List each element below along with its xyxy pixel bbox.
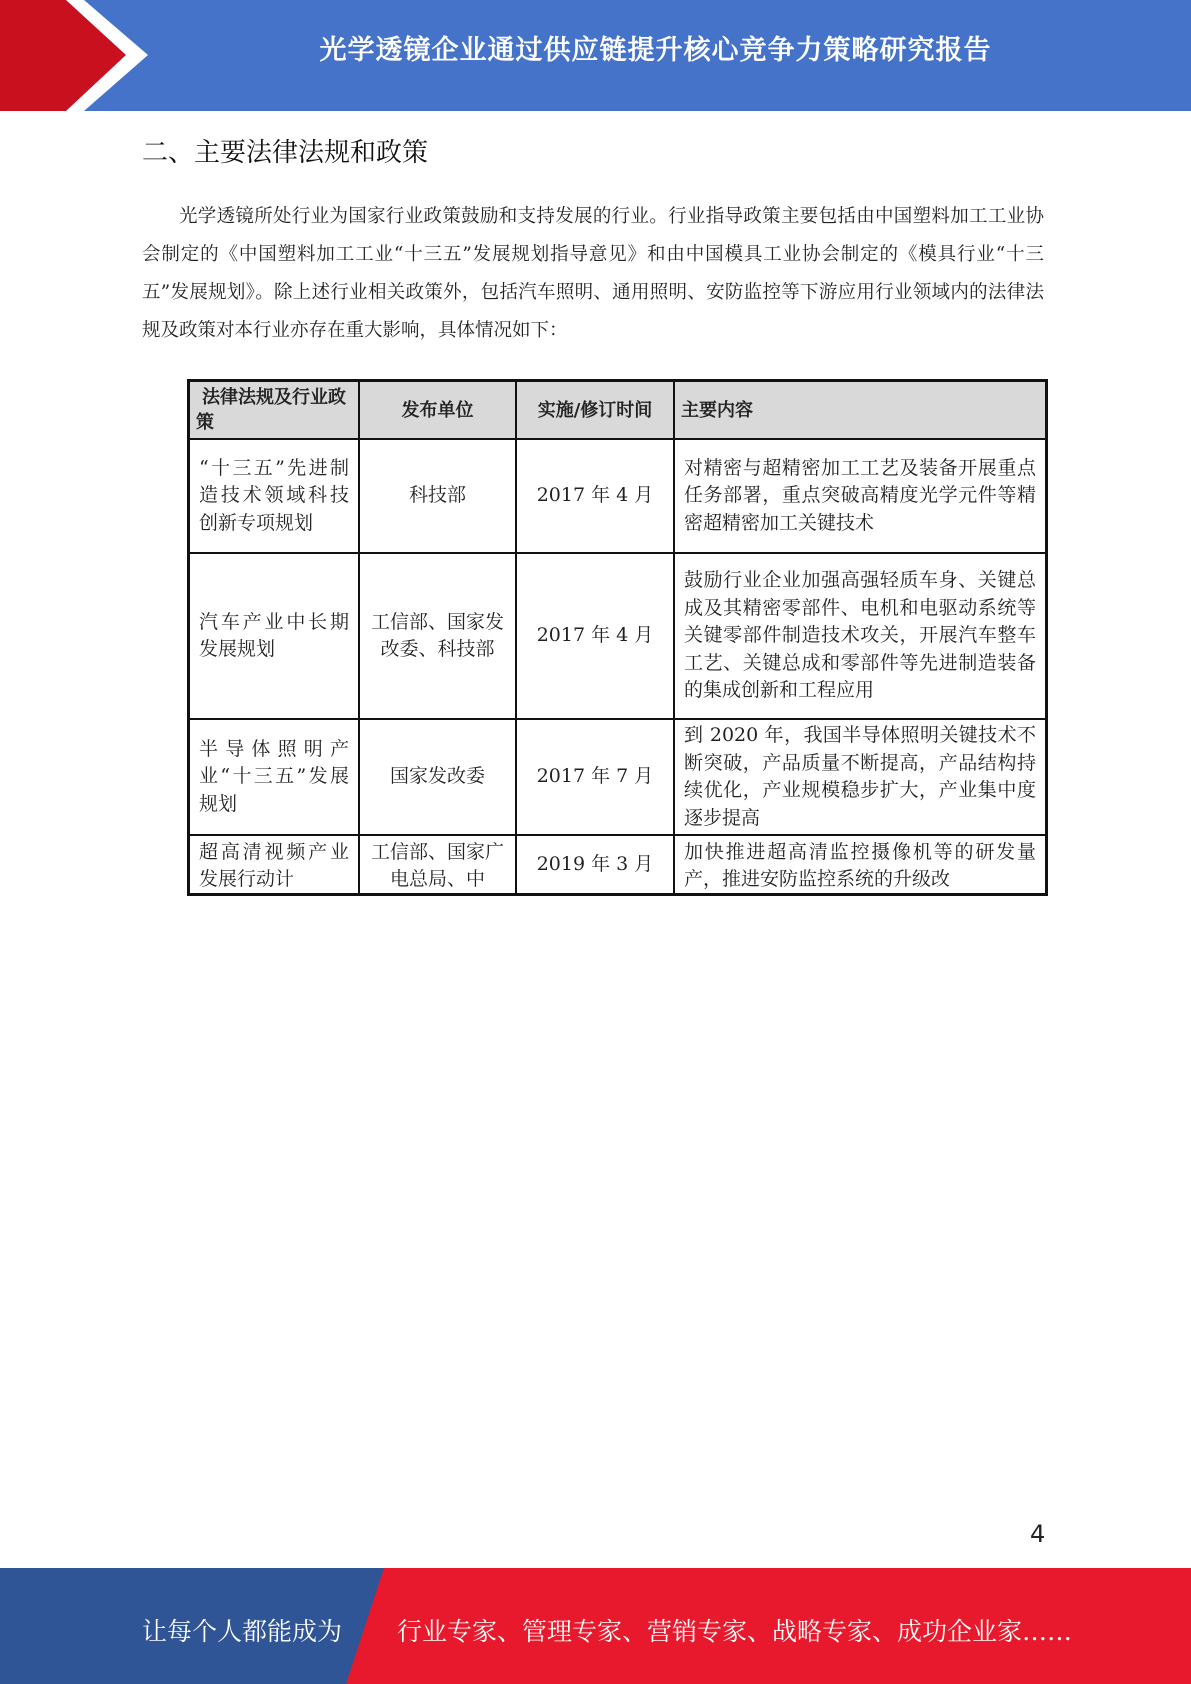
cell-content-text: 加快推进超高清监控摄像机等的研发量产，推进安防监控系统的升级改 bbox=[684, 840, 1036, 890]
policy-table bbox=[187, 379, 1048, 896]
cell-issuer: 工信部、国家发改委、科技部 bbox=[359, 553, 516, 719]
table-row bbox=[189, 439, 1047, 553]
table-header-row bbox=[189, 381, 1047, 440]
cell-date: 2017 年 7 月 bbox=[516, 719, 674, 835]
cell-policy: “十三五”先进制造技术领域科技创新专项规划 bbox=[189, 439, 360, 553]
cell-policy-text: 超高清视频产业发展行动计 bbox=[199, 840, 349, 890]
cell-policy: 汽车产业中长期发展规划 bbox=[189, 553, 360, 719]
table-row bbox=[189, 553, 1047, 719]
header-banner bbox=[0, 0, 1191, 111]
header-policy: 法律法规及行业政策 bbox=[189, 381, 360, 440]
chevron-logo-icon bbox=[0, 0, 160, 111]
footer-banner bbox=[0, 1568, 1191, 1684]
table-row bbox=[189, 719, 1047, 835]
cell-date: 2019 年 3 月 bbox=[516, 835, 674, 895]
footer-slogan-right: 行业专家、管理专家、营销专家、战略专家、成功企业家…… bbox=[397, 1617, 1073, 1646]
intro-paragraph: 光学透镜所处行业为国家行业政策鼓励和支持发展的行业。行业指导政策主要包括由中国塑料加工工业协会制定的《中国塑料加工工业“十三五”发展规划指导意见》和由中国模具工业协会制定的《模具行业“十三五”发展规划》。除上述行业相关政策外，包括汽车照明、通用照明、安防监控等下游应用行业领域内的法律法规及政策对本行业亦存在重大影响，具体情况如下： bbox=[142, 206, 1044, 341]
cell-content: 到 2020 年，我国半导体照明关键技术不断突破，产品质量不断提高，产品结构持续优化，产业规模稳步扩大，产业集中度逐步提高 bbox=[674, 719, 1047, 835]
cell-issuer-text: 工信部、国家广电总局、中 bbox=[370, 840, 504, 890]
cell-issuer bbox=[359, 835, 516, 895]
report-title: 光学透镜企业通过供应链提升核心竞争力策略研究报告 bbox=[319, 35, 992, 66]
footer-slogan-left: 让每个人都能成为 bbox=[142, 1617, 343, 1646]
cell-date: 2017 年 4 月 bbox=[516, 439, 674, 553]
cell-content bbox=[674, 835, 1047, 895]
header-date: 实施/修订时间 bbox=[516, 381, 674, 440]
section-heading: 二、主要法律法规和政策 bbox=[142, 138, 429, 168]
cell-policy: 半导体照明产业“十三五”发展规划 bbox=[189, 719, 360, 835]
cell-issuer: 国家发改委 bbox=[359, 719, 516, 835]
cell-policy bbox=[189, 835, 360, 895]
cell-content: 对精密与超精密加工工艺及装备开展重点任务部署，重点突破高精度光学元件等精密超精密加工关键技术 bbox=[674, 439, 1047, 553]
page-number: 4 bbox=[1030, 1520, 1046, 1548]
cell-date: 2017 年 4 月 bbox=[516, 553, 674, 719]
cell-issuer: 科技部 bbox=[359, 439, 516, 553]
header-content: 主要内容 bbox=[674, 381, 1047, 440]
table-row bbox=[189, 835, 1047, 895]
header-issuer: 发布单位 bbox=[359, 381, 516, 440]
cell-content: 鼓励行业企业加强高强轻质车身、关键总成及其精密零部件、电机和电驱动系统等关键零部件制造技术攻关，开展汽车整车工艺、关键总成和零部件等先进制造装备的集成创新和工程应用 bbox=[674, 553, 1047, 719]
chevron-red-shape bbox=[0, 0, 126, 111]
